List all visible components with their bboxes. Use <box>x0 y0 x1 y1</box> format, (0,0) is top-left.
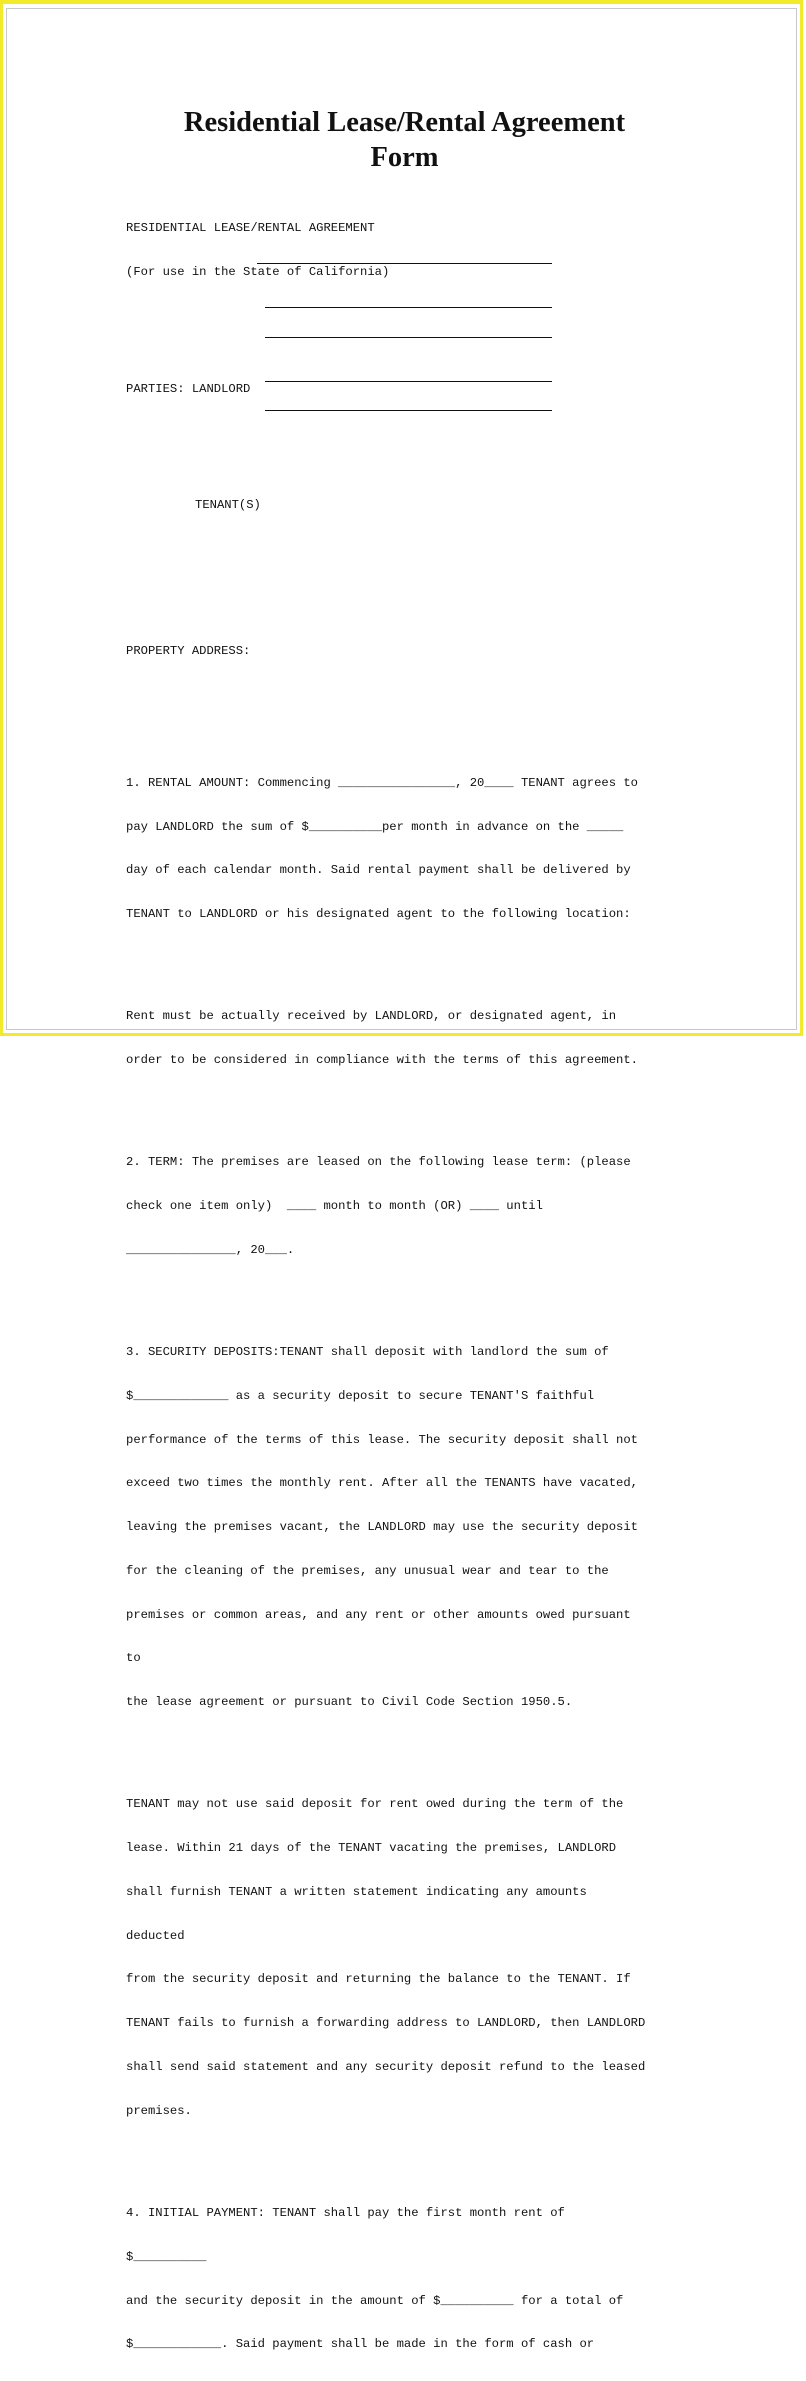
section-3-line: for the cleaning of the premises, any unusual wear and tear to the <box>126 1563 609 1578</box>
tenant-blank-line-1 <box>265 307 552 308</box>
section-3b-line: shall send said statement and any security deposit refund to the leased <box>126 2060 646 2075</box>
section-1b-line: order to be considered in compliance with the terms of this agreement. <box>126 1053 638 1068</box>
section-4-line: $____________. Said payment shall be made in the form of cash or <box>126 2337 595 2352</box>
section-3b-line: premises. <box>126 2103 192 2118</box>
section-2-line: check one item only) ____ month to month (OR) ____ until <box>126 1199 543 1213</box>
section-4-line: $__________ <box>126 2249 207 2264</box>
header-line: (For use in the State of California) <box>126 264 390 279</box>
section-3b-line: lease. Within 21 days of the TENANT vacating the premises, LANDLORD <box>126 1841 617 1856</box>
section-3-line: to <box>126 1651 141 1666</box>
section-4-line: and the security deposit in the amount of $__________ for a total of <box>126 2293 624 2308</box>
section-3b-line: TENANT fails to furnish a forwarding address to LANDLORD, then LANDLORD <box>126 2016 646 2031</box>
tenant-blank-line-2 <box>265 337 552 338</box>
tenants-label: TENANT(S) <box>195 498 261 513</box>
property-address-label: PROPERTY ADDRESS: <box>126 644 251 659</box>
title-line-2: Form <box>370 142 439 173</box>
section-3-line: leaving the premises vacant, the LANDLORD may use the security deposit <box>126 1520 638 1535</box>
section-2-line: 2. TERM: The premises are leased on the following lease term: (please <box>126 1155 631 1170</box>
document-title <box>3 105 806 175</box>
section-3-line: performance of the terms of this lease. The security deposit shall not <box>126 1432 638 1447</box>
section-2-line: _______________, 20___. <box>126 1242 295 1257</box>
section-3-line: 3. SECURITY DEPOSITS:TENANT shall deposit with landlord the sum of <box>126 1344 609 1359</box>
section-3-line: the lease agreement or pursuant to Civil Code Section 1950.5. <box>126 1695 573 1710</box>
section-3-line: premises or common areas, and any rent or other amounts owed pursuant <box>126 1607 631 1622</box>
section-3b-line: deducted <box>126 1928 185 1943</box>
section-3-line: $_____________ as a security deposit to secure TENANT'S faithful <box>126 1388 595 1403</box>
section-1-line: pay LANDLORD the sum of $__________per month in advance on the _____ <box>126 819 624 834</box>
header-line: RESIDENTIAL LEASE/RENTAL AGREEMENT <box>126 221 375 236</box>
property-blank-line-1 <box>265 381 552 382</box>
section-1-line: 1. RENTAL AMOUNT: Commencing ________________, 20____ TENANT agrees to <box>126 775 638 790</box>
section-1-line: TENANT to LANDLORD or his designated agent to the following location: <box>126 907 631 922</box>
section-4-line: 4. INITIAL PAYMENT: TENANT shall pay the first month rent of <box>126 2205 565 2220</box>
section-1-line: day of each calendar month. Said rental payment shall be delivered by <box>126 863 631 878</box>
section-3-line: exceed two times the monthly rent. After all the TENANTS have vacated, <box>126 1476 638 1491</box>
title-line-1: Residential Lease/Rental Agreement <box>183 107 626 138</box>
section-3b-line: shall furnish TENANT a written statement indicating any amounts <box>126 1884 587 1899</box>
property-blank-line-2 <box>265 410 552 411</box>
section-1b-line: Rent must be actually received by LANDLORD, or designated agent, in <box>126 1009 617 1024</box>
section-3b-line: TENANT may not use said deposit for rent owed during the term of the <box>126 1797 624 1812</box>
landlord-blank-line <box>257 263 552 264</box>
parties-landlord-label: PARTIES: LANDLORD <box>126 381 251 396</box>
section-3b-line: from the security deposit and returning the balance to the TENANT. If <box>126 1972 631 1987</box>
agreement-body <box>126 192 696 2381</box>
